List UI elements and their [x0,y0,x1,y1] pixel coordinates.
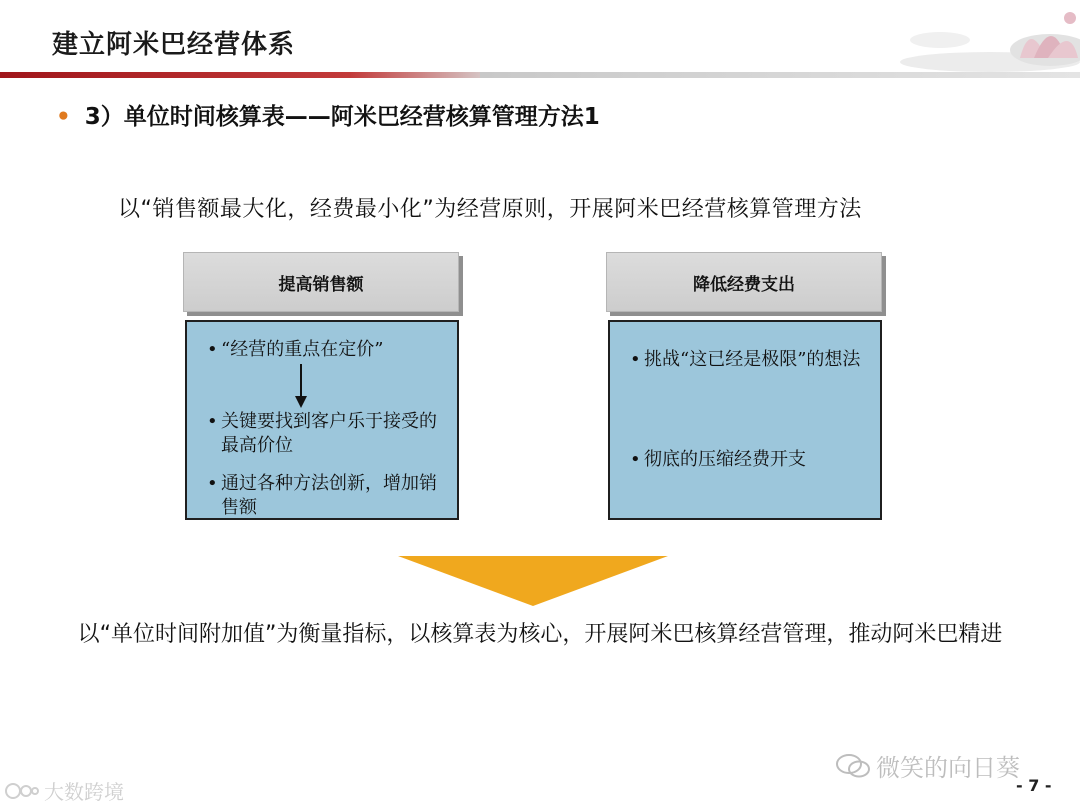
watermark-wechat: 微笑的向日葵 [836,748,1020,783]
left-box-item: • “经营的重点在定价” [207,339,384,360]
arrow-down-icon [295,364,307,408]
bullet-dot-icon: • [630,349,641,370]
left-box-item: • 关键要找到客户乐于接受的最高价位 [207,411,437,456]
right-box-item: • 挑战“这已经是极限”的想法 [630,349,861,370]
wechat-icon [836,753,870,779]
bullet-dot-icon: • [207,473,218,494]
subtitle-text: 3）单位时间核算表——阿米巴经营核算管理方法1 [84,104,600,130]
header-bar-fade [480,72,1080,78]
left-box-header: 提高销售额 [183,252,459,312]
funnel-arrow-icon [398,556,668,606]
left-box-body [185,320,459,520]
watermark-source: 大数跨境 [4,776,124,805]
page-number: - 7 - [1016,776,1052,795]
source-logo-icon [4,780,40,802]
right-box-item: • 彻底的压缩经费开支 [630,449,806,470]
principle-statement: 以“销售额最大化，经费最小化”为经营原则，开展阿米巴经营核算管理方法 [118,197,862,222]
bullet-dot-icon: • [630,449,641,470]
lotus-decoration-icon [820,0,1080,78]
slide-title: 建立阿米巴经营体系 [52,30,296,60]
left-box-item: • 通过各种方法创新，增加销售额 [207,473,437,518]
conclusion-statement: 以“单位时间附加值”为衡量指标，以核算表为核心，开展阿米巴核算经营管理，推动阿米巴精进 [77,622,1003,647]
subtitle-bullet: • [56,104,71,130]
header-bar [0,72,500,78]
right-box-body [608,320,882,520]
section-subtitle [56,98,600,131]
bullet-dot-icon: • [207,339,218,360]
right-box-header: 降低经费支出 [606,252,882,312]
bullet-dot-icon: • [207,411,218,432]
